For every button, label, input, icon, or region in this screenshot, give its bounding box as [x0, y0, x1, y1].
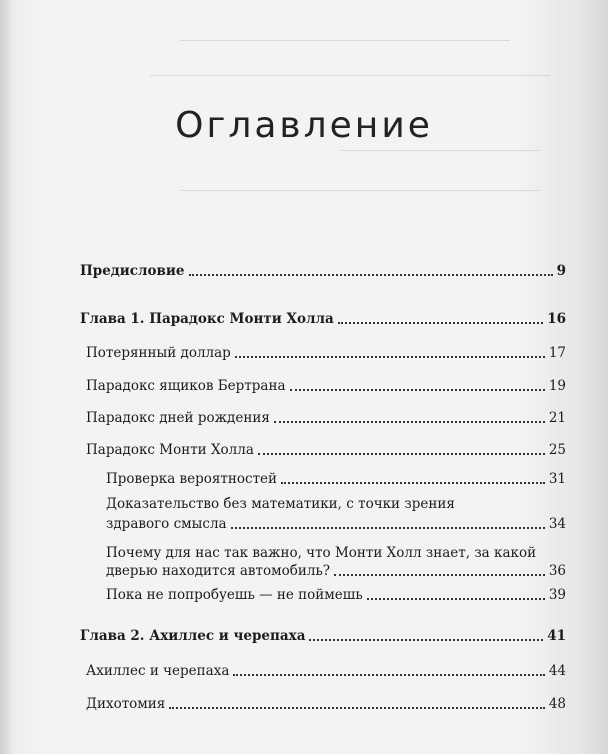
toc-page-number: 44 — [548, 663, 566, 679]
toc-entry-label: Парадокс Монти Холла — [86, 442, 254, 458]
toc-subsection-wrapped — [106, 542, 566, 564]
toc-entry-label: здравого смысла — [106, 516, 227, 532]
toc-page-number: 25 — [548, 442, 566, 458]
toc-page-number: 36 — [548, 563, 566, 579]
bleed-through-line — [180, 40, 510, 41]
toc-subsection — [106, 562, 566, 581]
toc-chapter — [80, 627, 566, 646]
toc-section — [86, 695, 566, 714]
toc-entry-label: дверью находится автомобиль? — [106, 563, 331, 579]
toc-entry-label: Предисловие — [80, 263, 185, 279]
toc-page-number: 34 — [548, 516, 566, 532]
toc-entry-label: Ахиллес и черепаха — [86, 663, 230, 679]
toc-entry-label: Парадокс дней рождения — [86, 410, 270, 426]
toc-page-number: 21 — [548, 410, 566, 426]
toc-page-number: 41 — [547, 628, 566, 644]
leader-dots — [338, 322, 543, 324]
leader-dots — [334, 574, 545, 576]
bleed-through-line — [150, 75, 550, 76]
toc-entry-label: Глава 1. Парадокс Монти Холла — [80, 311, 334, 327]
toc-chapter — [80, 310, 566, 329]
toc-subsection — [106, 586, 566, 605]
toc-page-number: 39 — [548, 587, 566, 603]
toc-section — [86, 344, 566, 363]
toc-entry — [80, 262, 566, 281]
toc-page-number: 9 — [556, 263, 566, 279]
bleed-through-line — [340, 150, 540, 151]
toc-entry-label: Пока не попробуешь — не поймешь — [106, 587, 363, 603]
toc-section — [86, 662, 566, 681]
leader-dots — [258, 453, 545, 455]
leader-dots — [235, 356, 545, 358]
leader-dots — [274, 421, 545, 423]
leader-dots — [290, 389, 545, 391]
toc-entry-label-line1: Доказательство без математики, с точки зрения — [106, 496, 455, 512]
bleed-through-line — [180, 190, 540, 191]
toc-entry-label-line1: Почему для нас так важно, что Монти Холл знает, за какой — [106, 545, 537, 561]
toc-entry-label: Проверка вероятностей — [106, 471, 278, 487]
toc-page-number: 19 — [548, 378, 566, 394]
toc-subsection-wrapped — [106, 493, 566, 515]
leader-dots — [233, 674, 544, 676]
leader-dots — [367, 598, 545, 600]
toc-subsection — [106, 470, 566, 489]
toc-subsection — [106, 515, 566, 534]
leader-dots — [309, 639, 543, 641]
toc-entry-label: Потерянный доллар — [86, 345, 231, 361]
toc-section — [86, 409, 566, 428]
toc-section — [86, 377, 566, 396]
page-title: Оглавление — [175, 105, 433, 146]
toc-page-number: 17 — [548, 345, 566, 361]
leader-dots — [189, 274, 553, 276]
toc-page-number: 31 — [548, 471, 566, 487]
toc-entry-label: Дихотомия — [86, 696, 166, 712]
leader-dots — [231, 527, 545, 529]
toc-page-number: 16 — [547, 311, 566, 327]
toc-entry-label: Парадокс ящиков Бертрана — [86, 378, 286, 394]
toc-section — [86, 441, 566, 460]
leader-dots — [169, 707, 544, 709]
leader-dots — [281, 482, 545, 484]
toc-page-number: 48 — [548, 696, 566, 712]
toc-entry-label: Глава 2. Ахиллес и черепаха — [80, 628, 306, 644]
